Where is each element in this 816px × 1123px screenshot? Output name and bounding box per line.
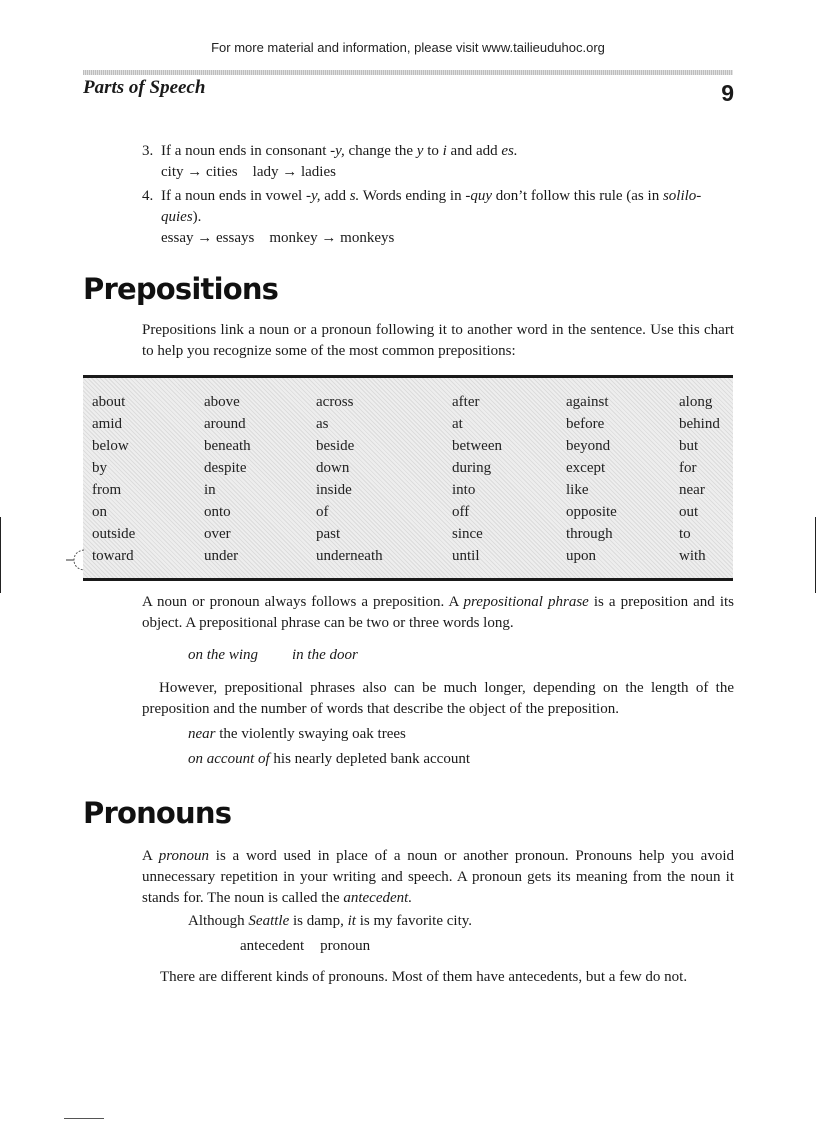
table-cell: before: [566, 416, 605, 432]
table-cell: in: [204, 482, 216, 498]
table-cell: down: [316, 460, 350, 476]
pronouns-intro: A pronoun is a word used in place of a noun or another pronoun. Pronouns help you avoid unnecessary repetition in your writing and speech. A pronoun gets its meaning from the noun it stands for. The noun is called the antecedent.: [142, 848, 734, 906]
table-cell: until: [452, 548, 480, 564]
table-cell: by: [92, 460, 107, 476]
prepositions-intro: Prepositions link a noun or a pronoun following it to another word in the sentence. Use this chart to help you recognize some of the most common prepositions:: [142, 322, 734, 359]
rule-4-examples: [161, 228, 394, 249]
table-cell: after: [452, 394, 480, 410]
table-cell: beside: [316, 438, 355, 454]
table-cell: off: [452, 504, 470, 520]
short-phrase-examples: [188, 647, 358, 664]
table-cell: from: [92, 482, 122, 498]
table-cell: toward: [92, 548, 134, 564]
rule-3-examples: [161, 162, 336, 183]
table-cell: near: [679, 482, 705, 498]
margin-bracket-icon: [64, 548, 86, 572]
table-cell: with: [679, 548, 706, 564]
table-cell: outside: [92, 526, 136, 542]
table-cell: behind: [679, 416, 720, 432]
table-cell: like: [566, 482, 589, 498]
table-cell: since: [452, 526, 483, 542]
table-cell: under: [204, 548, 239, 564]
prepositions-grid: [92, 394, 733, 570]
header-rule: [83, 70, 733, 75]
table-cell: about: [92, 394, 126, 410]
antecedent-example: Although Seattle is damp, it is my favorite city.: [188, 913, 473, 929]
footer-rule: [64, 1118, 104, 1119]
example-labels: [240, 938, 370, 955]
table-cell: underneath: [316, 548, 383, 564]
example-item: monkey → monkeys: [269, 230, 395, 246]
prepositions-table: [83, 375, 733, 581]
table-cell: onto: [204, 504, 231, 520]
rule-text: If a noun ends in consonant -y, change the y to i and add es.: [161, 143, 518, 159]
long-phrase-example: on account of his nearly depleted bank account: [188, 751, 470, 767]
long-phrase-example: near the violently swaying oak trees: [188, 726, 406, 742]
page-number: 9: [721, 80, 734, 106]
table-cell: but: [679, 438, 699, 454]
table-cell: through: [566, 526, 613, 542]
pronoun-label: pronoun: [320, 938, 371, 954]
however-paragraph: However, prepositional phrases also can be much longer, depending on the length of the preposition and the number of words that describe the object of the preposition.: [142, 680, 734, 717]
pronoun-kinds-paragraph: There are different kinds of pronouns. Most of them have antecedents, but a few do not.: [160, 969, 688, 985]
promo-banner: For more material and information, please visit www.tailieuduhoc.org: [211, 40, 605, 55]
table-cell: below: [92, 438, 129, 454]
rule-text: If a noun ends in vowel -y, add s. Words ending in -quy don’t follow this rule (as in solilo- quies).: [161, 188, 702, 225]
table-cell: for: [679, 460, 697, 476]
antecedent-label: antecedent: [240, 938, 305, 954]
rule-number: 3.: [142, 143, 154, 159]
table-cell: except: [566, 460, 606, 476]
example-item: lady → ladies: [252, 164, 336, 180]
prepositional-phrase-paragraph: A noun or pronoun always follows a preposition. A prepositional phrase is a preposition and its object. A prepositional phrase can be two or three words long.: [142, 594, 734, 631]
table-cell: over: [204, 526, 231, 542]
rule-number: 4.: [142, 188, 154, 204]
running-title: Parts of Speech: [83, 77, 206, 98]
table-cell: into: [452, 482, 476, 498]
table-cell: along: [679, 394, 713, 410]
section-heading-prepositions: Prepositions: [83, 272, 279, 306]
table-cell: on: [92, 504, 107, 520]
table-cell: around: [204, 416, 246, 432]
example-phrase: in the door: [292, 647, 358, 663]
example-item: essay → essays: [161, 230, 255, 246]
table-cell: of: [316, 504, 329, 520]
section-heading-pronouns: Pronouns: [83, 796, 232, 830]
table-cell: to: [679, 526, 691, 542]
table-cell: against: [566, 394, 609, 410]
table-cell: above: [204, 394, 240, 410]
table-cell: between: [452, 438, 502, 454]
table-cell: despite: [204, 460, 247, 476]
table-cell: amid: [92, 416, 122, 432]
table-cell: opposite: [566, 504, 617, 520]
table-cell: across: [316, 394, 354, 410]
table-cell: past: [316, 526, 341, 542]
example-phrase: on the wing: [188, 647, 258, 663]
margin-line: [0, 517, 1, 593]
table-cell: inside: [316, 482, 352, 498]
table-cell: as: [316, 416, 329, 432]
table-cell: upon: [566, 548, 596, 564]
table-cell: beneath: [204, 438, 251, 454]
table-cell: out: [679, 504, 699, 520]
table-cell: beyond: [566, 438, 611, 454]
table-cell: during: [452, 460, 492, 476]
example-item: city → cities: [161, 164, 238, 180]
table-cell: at: [452, 416, 463, 432]
